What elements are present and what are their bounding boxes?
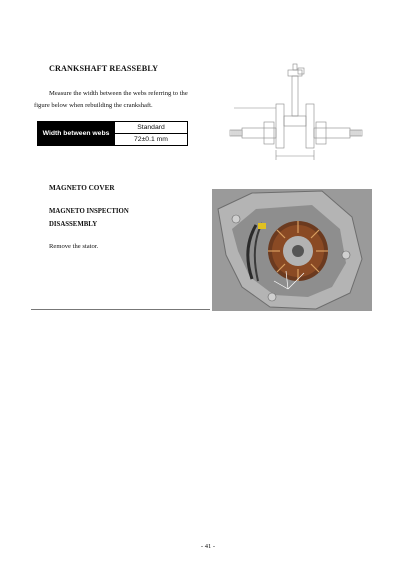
magneto-inspection-heading: MAGNETO INSPECTION (49, 208, 129, 215)
instruction-line-2: figure below when rebuilding the crankshaft. (34, 101, 153, 109)
spec-header: Width between webs (38, 122, 115, 146)
instruction-paragraph (34, 88, 210, 111)
instruction-line-1: Measure the width between the webs referring to the (49, 90, 188, 97)
section-divider (31, 309, 210, 310)
disassembly-heading: DISASSEMBLY (49, 221, 98, 228)
spec-table (37, 121, 188, 146)
section-title: CRANKSHAFT REASSEBLY (49, 64, 159, 73)
crankshaft-diagram (214, 62, 372, 177)
magneto-stator-photo (212, 189, 372, 311)
spec-column-label: Standard (115, 122, 188, 134)
magneto-title: MAGNETO COVER (49, 184, 115, 192)
page-number: - 41 - (200, 543, 216, 550)
remove-stator-step: Remove the stator. (49, 243, 99, 250)
spec-value: 72±0.1 mm (115, 134, 188, 146)
